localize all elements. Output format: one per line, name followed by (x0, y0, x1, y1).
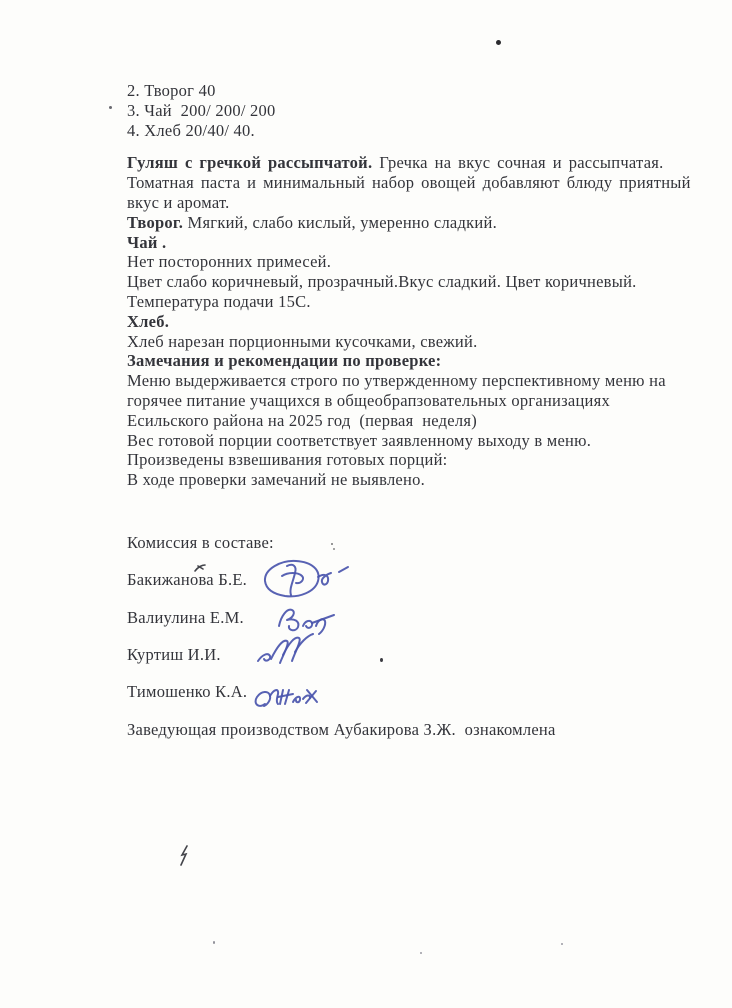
menu-item-tvorog: 2. Творог 40 (127, 81, 216, 100)
guliash-dish-title: Гуляш с гречкой рассыпчатой. (127, 153, 373, 173)
chai-description-3: Температура подачи 15С. (127, 291, 311, 311)
member-signature-bakizhanova (255, 555, 351, 601)
scan-speck (331, 543, 333, 545)
khleb-heading: Хлеб. (127, 311, 170, 331)
remarks-line-5: Произведены взвешивания готовых порций: (127, 450, 448, 470)
member-signature-timoshenko (252, 681, 320, 711)
scan-speck (213, 941, 215, 944)
scan-speck (333, 548, 335, 550)
khleb-description: Хлеб нарезан порционными кусочками, свежий. (127, 331, 478, 351)
acknowledgement-line: Заведующая производством Аубакирова З.Ж. ознакомлена (127, 719, 556, 739)
tvorog-description: Творог. Мягкий, слабо кислый, умеренно сладкий. (127, 212, 497, 232)
chai-description-1: Нет посторонних примесей. (127, 252, 332, 272)
remarks-heading: Замечания и рекомендации по проверке: (127, 351, 442, 371)
commission-member-name: Валиулина Е.М. (127, 607, 244, 627)
remarks-line-6: В ходе проверки замечаний не выявлено. (127, 470, 425, 490)
commission-member-name: Бакижанова Б.Е. (127, 570, 248, 590)
document-body (127, 81, 691, 490)
guliash-text-1: Гречка на вкус сочная и рассыпчатая. (372, 153, 664, 173)
scan-speck (380, 658, 383, 662)
remarks-line-1: Меню выдерживается строго по утвержденному перспективному меню на (127, 371, 666, 391)
guliash-description-line-1 (127, 153, 664, 173)
guliash-description-line-2: Томатная паста и минимальный набор овощей добавляют блюду приятный (127, 173, 691, 193)
scan-speck (561, 943, 563, 945)
scan-speck (496, 40, 501, 45)
menu-item-chai: 3. Чай 200/ 200/ 200 (127, 100, 276, 120)
commission-heading: Комиссия в составе: (127, 533, 274, 552)
member-signature-kurtish (254, 630, 318, 670)
commission-member-name: Куртиш И.И. (127, 644, 221, 664)
commission-member-name: Тимошенко К.А. (127, 682, 248, 702)
remarks-line-4: Вес готовой порции соответствует заявленному выходу в меню. (127, 430, 592, 450)
scan-speck (420, 952, 422, 954)
menu-item-khleb: 4. Хлеб 20/40/ 40. (127, 120, 255, 140)
scan-speck (109, 106, 112, 109)
chai-description-2: Цвет слабо коричневый, прозрачный.Вкус сладкий. Цвет коричневый. (127, 272, 637, 292)
chai-heading: Чай . (127, 232, 167, 252)
remarks-line-2: горячее питание учащихся в общеобрапзовательных организациях (127, 390, 610, 410)
guliash-description-line-3: вкус и аромат. (127, 192, 230, 212)
pen-zigzag-mark (178, 845, 190, 867)
remarks-line-3: Есильского района на 2025 год (первая неделя) (127, 410, 477, 430)
pen-flick-mark (193, 562, 207, 574)
